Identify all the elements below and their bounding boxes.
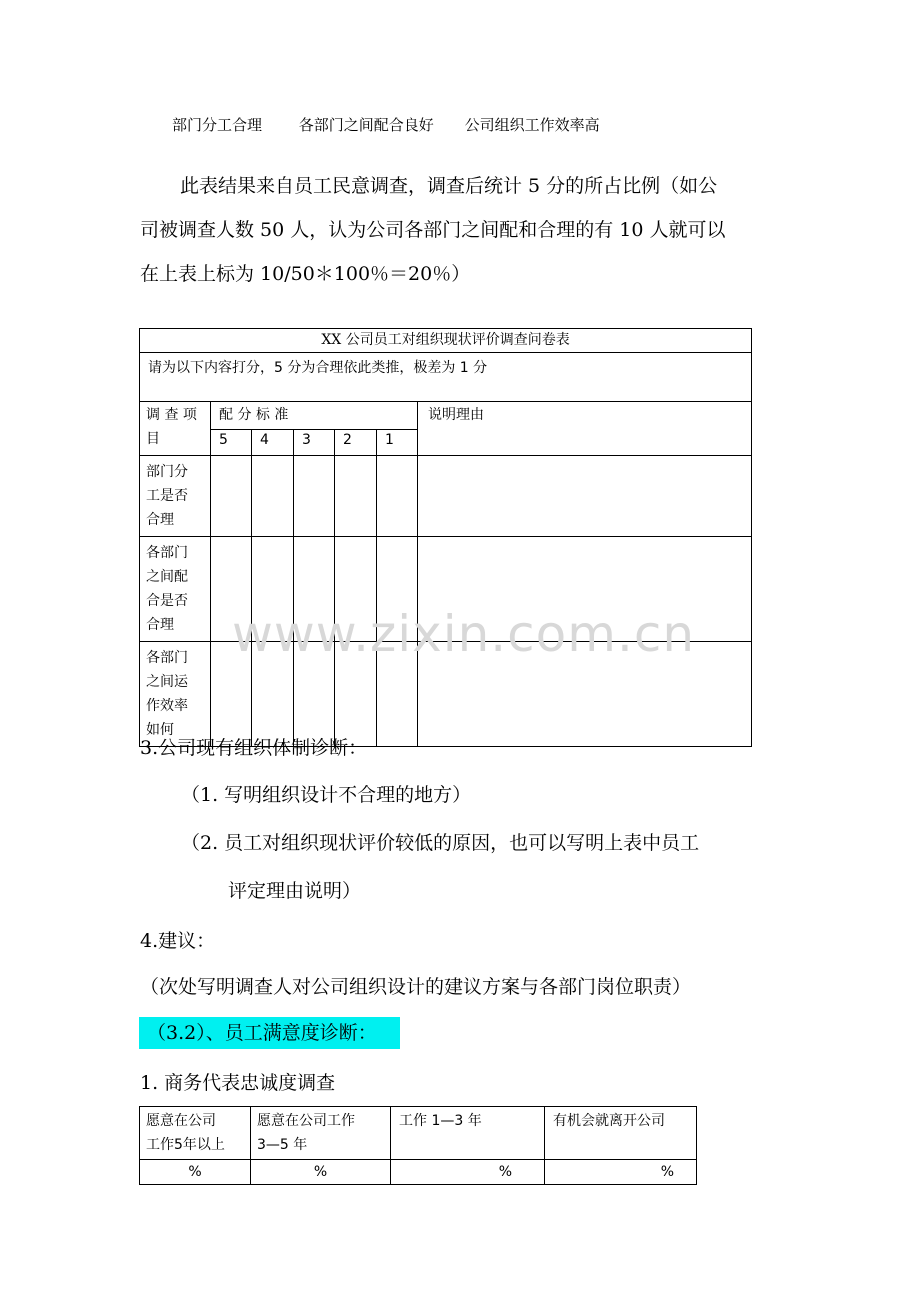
loyalty-heading: 1. 商务代表忠诚度调查 [140, 1072, 336, 1094]
score-4: 4 [252, 429, 294, 455]
section4-heading: 4.建议： [140, 930, 216, 952]
top-label: 部门分工合理 [172, 116, 263, 134]
score-cell[interactable] [211, 456, 252, 537]
table-row [140, 537, 752, 642]
score-cell[interactable] [377, 456, 418, 537]
score-2: 2 [335, 429, 377, 455]
table-row [140, 456, 752, 537]
survey-table [139, 328, 752, 747]
reason-cell[interactable] [418, 537, 752, 642]
row-label: 各部门 之间配 合是否 合理 [140, 537, 211, 642]
satisfaction-heading: （3.2）、员工满意度诊断： [139, 1017, 400, 1049]
loyalty-table [139, 1106, 697, 1185]
loyalty-value[interactable]: % [140, 1160, 251, 1185]
section3-item1: （1. 写明组织设计不合理的地方） [181, 784, 472, 806]
row-label: 各部门 之间运 作效率 如何 [140, 642, 211, 747]
section3-item2-cont: 评定理由说明） [228, 880, 362, 902]
section3-heading: 3.公司现有组织体制诊断： [140, 737, 368, 759]
top-label: 公司组织工作效率高 [464, 116, 600, 134]
score-cell[interactable] [211, 642, 252, 747]
section3-item2: （2. 员工对组织现状评价较低的原因，也可以写明上表中员工 [181, 832, 700, 854]
top-label: 各部门之间配合良好 [298, 116, 434, 134]
score-cell[interactable] [294, 456, 335, 537]
score-cell[interactable] [252, 537, 294, 642]
score-cell[interactable] [252, 456, 294, 537]
score-cell[interactable] [294, 642, 335, 747]
score-cell[interactable] [335, 537, 377, 642]
loyalty-header: 有机会就离开公司 [545, 1107, 697, 1160]
intro-line: 在上表上标为 10/50＊100％＝20％） [140, 263, 471, 285]
loyalty-value[interactable]: % [251, 1160, 391, 1185]
score-3: 3 [294, 429, 335, 455]
intro-line: 此表结果来自员工民意调查，调查后统计 5 分的所占比例（如公 [180, 175, 718, 197]
reason-cell[interactable] [418, 456, 752, 537]
score-cell[interactable] [211, 537, 252, 642]
header-reason: 说明理由 [418, 402, 752, 456]
loyalty-header: 工作 1—3 年 [391, 1107, 545, 1160]
loyalty-value[interactable]: % [391, 1160, 545, 1185]
header-score: 配 分 标 准 [211, 402, 418, 430]
table-row [140, 642, 752, 747]
score-cell[interactable] [335, 456, 377, 537]
watermark: www.zixin.com.cn [232, 605, 696, 663]
score-cell[interactable] [377, 642, 418, 747]
reason-cell[interactable] [418, 642, 752, 747]
intro-line: 司被调查人数 50 人，认为公司各部门之间配和合理的有 10 人就可以 [140, 219, 726, 241]
score-cell[interactable] [377, 537, 418, 642]
loyalty-header: 愿意在公司 工作5年以上 [140, 1107, 251, 1160]
survey-title: XX 公司员工对组织现状评价调查问卷表 [140, 329, 752, 353]
score-cell[interactable] [335, 642, 377, 747]
section4-note: （次处写明调查人对公司组织设计的建议方案与各部门岗位职责） [140, 976, 692, 998]
intro-paragraph [140, 164, 790, 296]
row-label: 部门分 工是否 合理 [140, 456, 211, 537]
score-5: 5 [211, 429, 252, 455]
loyalty-value[interactable]: % [545, 1160, 697, 1185]
top-labels [172, 114, 600, 135]
score-cell[interactable] [252, 642, 294, 747]
survey-instruction: 请为以下内容打分，5 分为合理依此类推，极差为 1 分 [140, 353, 752, 402]
header-item: 调 查 项 目 [140, 402, 211, 456]
loyalty-header: 愿意在公司工作 3—5 年 [251, 1107, 391, 1160]
score-cell[interactable] [294, 537, 335, 642]
score-1: 1 [377, 429, 418, 455]
